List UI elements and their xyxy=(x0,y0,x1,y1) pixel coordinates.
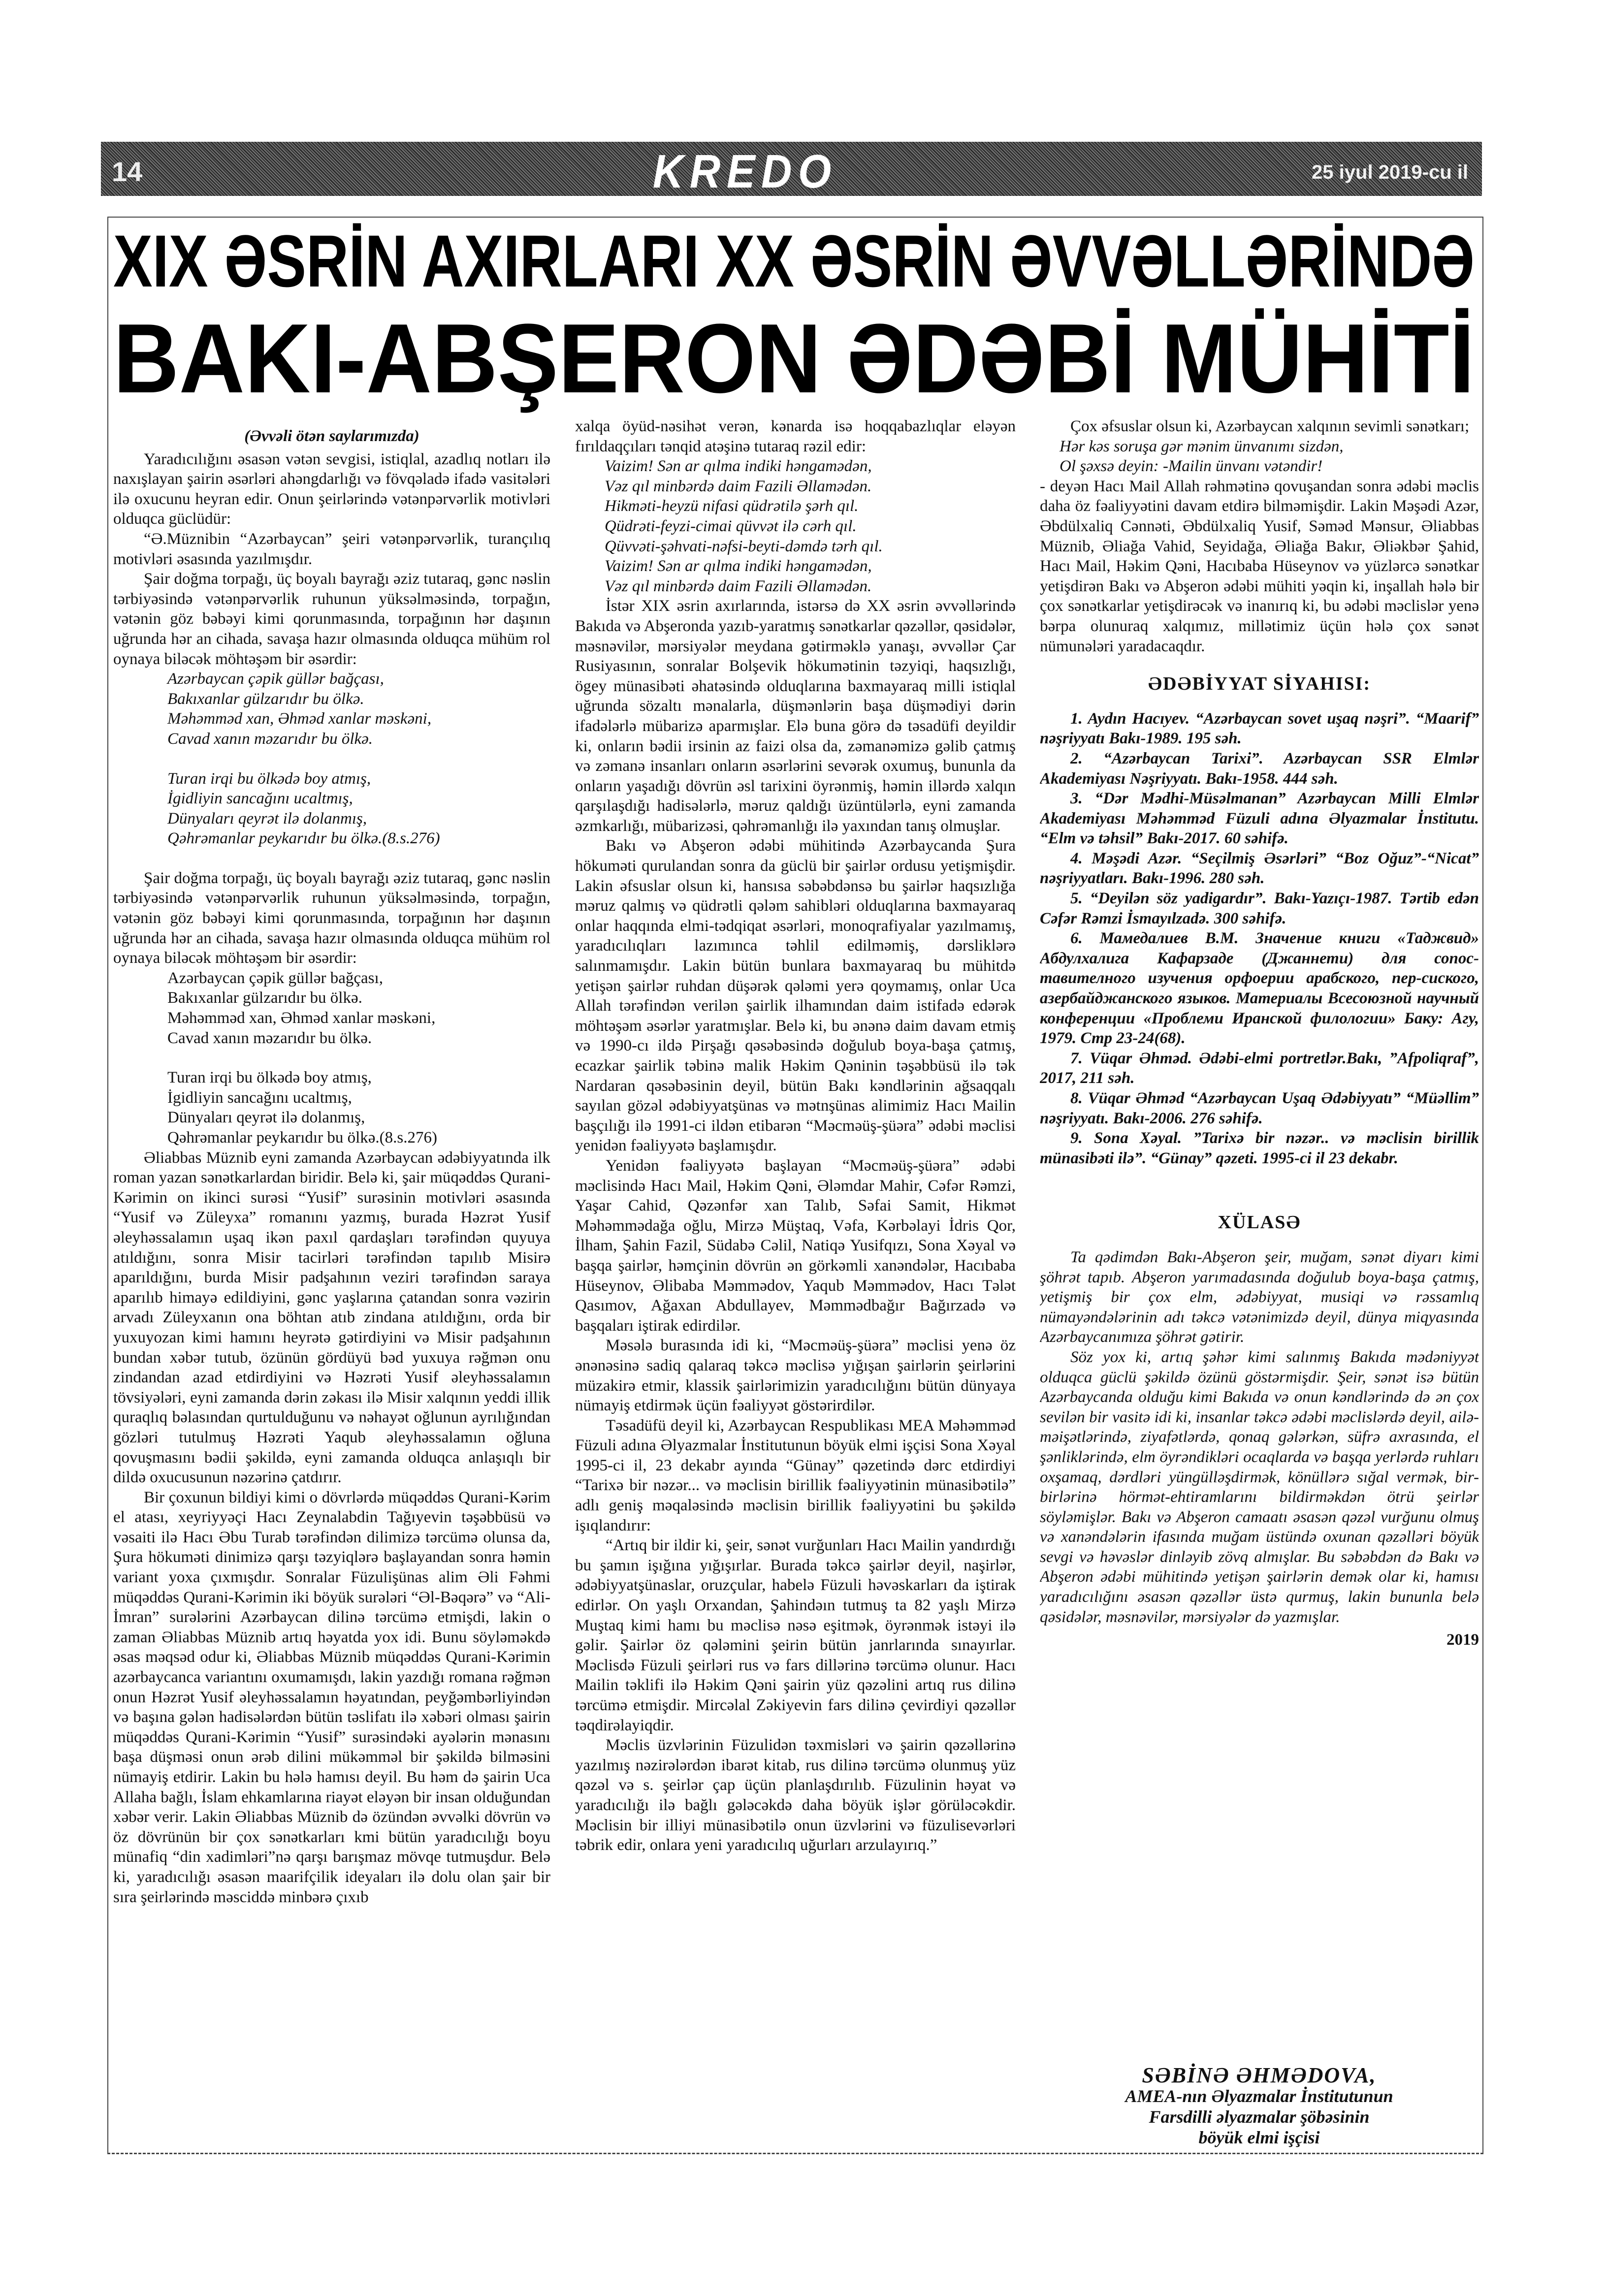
bibliography-list xyxy=(1040,709,1479,1169)
poem-line: Vəz qıl minbərdə daim Fazili Əllamədən. xyxy=(605,577,872,595)
poem-line: Dünyaları qeyrət ilə dolanmış, xyxy=(167,809,367,828)
paragraph: Əliabbas Müznib eyni zamanda Azərbaycan ədəbiyyatında ilk roman yazan sənətkarlardan biridir. Belə ki, şair müqəddəs Qurani-Kərimin on ikinci surəsi “Yusif” surəsinin motivləri əsasında “Yusif və Züleyxa” romanını yazmış, burada Həzrət Yusif əleyhəssalamın uşaq ikən paxıl qardaşları tərəfindən quyuya atıldığını, sonra Misir tacirləri tərəfindən tapılıb Misirə aparıldığını, burda Misir padşahının veziri tərəfindən saraya aparılıb himayə edildiyini, gənc yaşlarına çatandan sonra vəzirin arvadı Züleyxanın ona böhtan atıb zindana atıldığını, orda bir yuxuyozan kimi hamını heyrətə gətirdiyini və Misir padşahının bundan xəbər tutub, özünün gördüyü bəd yuxuya rəğmən onu zindandan azad etdirdiyini və Həzrəti Yusif əleyhəssalamın tövsiyələri, eyni zamanda dərin zəkası ilə Misir xalqının yeddi illik quraqlıq bəlasından qurtulduğunu və nəhayət oğlunun ayrılığından gözləri tutulmuş Həzrəti Yaqub əleyhəssalamın oğluna qovuşmasını bədii şəkildə, eyni zamanda olduqca anlaşıqlı bir dildə oxucusunun nəzərinə çatdırır. xyxy=(113,1148,550,1487)
poem-line: Vəz qıl minbərdə daim Fazili Əllamədən. xyxy=(605,477,872,495)
paragraph: - deyən Hacı Mail Allah rəhmətinə qovuşandan sonra ədəbi məclis daha öz fəaliyyətini davam etdirə bilməmişdir. Lakin Məşədi Azər, Əbdülxaliq Cənnəti, Əbdülxaliq Yusif, Səməd Mənsur, Əliabbas Müznib, Əliağa Vahid, Seyidağa, Əliağa Bakır, Əliəkbər Şahid, Hacı Mail, Həkim Qəni, Hacıbaba Hüseynov və yüzlərcə sənətkar yetişdirən Bakı və Abşeron ədəbi mühiti yəqin ki, inşallah hələ bir çox sənətkarlar yetişdirəcək və inanırıq ki, bu ədəbi məclislər yenə bərpa olunuraq xalqımız, millətimiz üçün hələ çox sənət nümunələri yaradacaqdır. xyxy=(1040,477,1479,655)
summary-heading: XÜLASƏ xyxy=(1218,1212,1301,1233)
headline-line-1: XIX ƏSRİN AXIRLARI XX ƏSRİN ƏVVƏLLƏRİNDƏ xyxy=(113,220,1475,302)
bibliography-item: 9. Sona Xəyal. ”Tarixə bir nəzər.. və məclisin birillik münasibəti ilə”. “Günay” qəzeti. 1995-ci il 23 dekabr. xyxy=(1040,1129,1479,1167)
poem-stanza xyxy=(575,456,1016,596)
paragraph: Yaradıcılığını əsasən vətən sevgisi, istiqlal, azadlıq notları ilə naxışlayan şairin əsərləri ahəngdarlığı və fövqəladə ifadə vasitələri ilə oxucunu heyran edir. Onun şeirlərində vətənpərvərlik motivləri olduqca güclüdür: xyxy=(113,450,550,528)
paragraph: Məclis üzvlərinin Füzulidən təxmisləri və şairin qəzəllərinə yazılmış nəzirələrdən ibarət kitab, rus dilinə tərcümə olunmuş yüz qəzəl və s. şeirlər çap üçün planlaşdırılıb. Füzulinin həyat və yaradıcılığı ilə bağlı gələcəkdə daha böyük işlər görüləcəkdir. Məclisin bir illiyi münasibətilə onun üzvlərini və füzulisevərləri təbrik edir, onlara yeni yaradıcılıq uğurları arzulayırıq.” xyxy=(575,1736,1016,1854)
paragraph: Çox əfsuslar olsun ki, Azərbaycan xalqının sevimli sənətkarı; xyxy=(1070,417,1470,435)
paragraph: xalqa öyüd-nəsihət verən, kənarda isə hoqqabazlıqlar eləyən fırıldaqçıları tənqid atəşinə tutaraq rəzil edir: xyxy=(575,417,1016,455)
poem-line: Dünyaları qeyrət ilə dolanmış, xyxy=(167,1109,365,1127)
poem-line: Azərbaycan çəpik güllər bağçası, xyxy=(167,670,384,688)
bibliography-item: 4. Məşədi Azər. “Seçilmiş Əsərləri” “Boz Oğuz”-“Nicat” nəşriyyatları. Bakı-1996. 280 səh. xyxy=(1040,849,1479,888)
newspaper-masthead xyxy=(101,142,1482,196)
author-position: böyük elmi işçisi xyxy=(1198,2128,1320,2147)
bibliography-heading: ƏDƏBİYYAT SİYAHISI: xyxy=(1148,673,1371,695)
poem-line: Bakıxanlar gülzarıdır bu ölkə. xyxy=(167,690,364,708)
poem-line: Turan irqi bu ölkədə boy atmış, xyxy=(167,769,371,788)
poem-line: Məhəmməd xan, Əhməd xanlar məskəni, xyxy=(167,710,432,728)
poem-line: Bakıxanlar gülzarıdır bu ölkə. xyxy=(167,989,362,1007)
author-affiliation: AMEA-nın Əlyazmalar İnstitutunun xyxy=(1125,2086,1393,2106)
bibliography-item: 6. Мамедалиев В.М. Значение книги «Таджвид» Абдулхалига Кафарзаде (Джаннети) для сопос-тавителного изучения орфоерии арабского, пер-сиского, азербайджанского языков. Материалы Всесоюзной научный конференции «Проблеми Иранской филологии» Баку: Агу, 1979. Стр 23-24(68). xyxy=(1040,929,1479,1048)
poem-line: Qəhrəmanlar peykarıdır bu ölkə.(8.s.276) xyxy=(167,1129,437,1147)
poem-line: Məhəmməd xan, Əhməd xanlar məskəni, xyxy=(167,1009,436,1027)
summary-paragraph: Ta qədimdən Bakı-Abşeron şeir, muğam, sənət diyarı kimi şöhrət tapıb. Abşeron yarımadasında doğulub boya-başa çatmış, yetişmiş bir çox elm, ədəbiyyat, musiqi və rəssamlıq nümayəndələrinin adı təkcə vətənimizdə deyil, dünya miqyasında Azərbaycanımıza şöhrət gətirir. xyxy=(1040,1248,1479,1346)
paragraph: Yenidən fəaliyyətə başlayan “Məcməüş-şüəra” ədəbi məclisində Hacı Mail, Həkim Qəni, Ələmdar Mahir, Cəfər Rəmzi, Yaşar Cahid, Qəzənfər xan Talıb, Səfai Samit, Hikmət Məhəmmədağa oğlu, Mirzə Müştaq, Vəfa, Kərbəlayi İdris Qor, İlham, Şahin Fazil, Südabə Cəlil, Natiqə Yusifqızı, Sona Xəyal və başqa şairlər, həmçinin dövrün ən görkəmli xanəndələr, Hacıbaba Hüseynov, Əlibaba Məmmədov, Yaqub Məmmədov, Hacı Tələt Qasımov, Ağaxan Abdullayev, Məmmədbağır Bağırzadə və başqaları iştirak edirdilər. xyxy=(575,1156,1016,1335)
poem-line: Azərbaycan çəpik güllər bağçası, xyxy=(167,969,383,987)
paragraph: “Artıq bir ildir ki, şeir, sənət vurğunları Hacı Mailin yandırdığı bu şamın işığına yığışırlar. Burada təkcə şairlər deyil, naşirlər, ədəbiyyatşünaslar, oruzçular, habelə Füzuli həvəskarları da iştirak edirlər. On yaşlı Orxandan, Şahindəın tutmuş ta 82 yaşlı Mirzə Muştaq kimi hamı bu məclisə nəsə eşitmək, öyrənmək istəyi ilə gəlir. Şairlər öz qələmini şeirin bütün janrlarında sınayırlar. Məclisdə Füzuli şeirləri rus və fars dillərinə tərcümə olunur. Hacı Mailin təklifi ilə Həkim Qəni şairin yüz qəzəlini artıq rus dilinə tərcümə etmişdir. Mircəlal Zəkiyevin fars dilinə çevirdiyi qəzəllər təqdirəlayiqdir. xyxy=(575,1536,1016,1734)
poem-line: Qəhrəmanlar peykarıdır bu ölkə.(8.s.276) xyxy=(167,829,440,848)
poem-line: Ol şəxsə deyin: -Mailin ünvanı vətəndir! xyxy=(1060,457,1323,476)
poem-line: Cavad xanın məzarıdır bu ölkə. xyxy=(167,730,373,748)
poem-stanza xyxy=(113,669,550,849)
poem-line: Qüvvəti-şəhvati-nəfsi-beyti-dəmdə tərh qıl. xyxy=(605,537,883,555)
article-year: 2019 xyxy=(1447,1631,1479,1649)
headline-line-2: BAKI-ABŞERON ƏDƏBİ MÜHİTİ xyxy=(113,304,1475,414)
poem-line: Hikməti-heyzü nifasi qüdrətilə şərh qıl. xyxy=(605,497,859,515)
poem-stanza xyxy=(1040,437,1479,477)
bibliography-item: 3. “Dər Mədhi-Müsəlmanan” Azərbaycan Milli Elmlər Akademiyası Məhəmməd Füzuli adına Əlyazmalar İnstitutu. “Elm və təhsil” Bakı-2017. 60 səhifə. xyxy=(1040,790,1479,848)
column-middle xyxy=(575,416,1016,2137)
poem-line: Cavad xanın məzarıdır bu ölkə. xyxy=(167,1029,372,1047)
summary-paragraph: Söz yox ki, artıq şəhər kimi salınmış Bakıda mədəniyyət olduqca güclü şəkildə özünü göstərmişdir. Şeir, sənət isə bütün Azərbaycanda olduğu kimi Bakıda və onun kəndlərində də ən çox sevilən bir vasitə idi ki, insanlar təkcə ədəbi məclislərdə deyil, ailə-məişətlərində, ziyafətlərdə, qonaq gələrkən, süfrə axrasında, el şənliklərində, elm öyrəndikləri ocaqlarda və başqa yerlərdə ruhları oxşamaq, dərdləri yüngülləşdirmək, könüllərə sığal vermək, bir-birlərinə hörmət-ehtiramlarını bildirməkdən ötrü şeirlər söyləmişlər. Bakı və Abşeron camaatı əsasən qəzəl vurğunu olmuş və xanəndələrin ifasında muğam üstündə oxunan qəzəlləri böyük sevgi və həvəslər dinləyib zövq almışlar. Bu səbəbdən də Bakı və Abşeron ədəbi mühitində yetişən şairlərin demək olar ki, hamısı yaradıcılığını əsasən qəzəllər üstə qurmuş, lakin bununla belə qəsidələr, məsnəvilər, mərsiyələr də yazmışlar. xyxy=(1040,1348,1479,1626)
paragraph: Təsadüfü deyil ki, Azərbaycan Respublikası MEA Məhəmməd Füzuli adına Əlyazmalar İnstitutunun böyük elmi işçisi Sona Xəyal 1995-ci il, 23 dekabr ayında “Günay” qəzetində dərc etdirdiyi “Tarixə bir nəzər... və məclisin birillik fəaliyyətinin münasibətilə” adlı geniş məqaləsində məclisin birillik fəaliyyətini bu şəkildə işıqlandırır: xyxy=(575,1416,1016,1534)
newspaper-logo: KREDO xyxy=(652,145,837,198)
paragraph: İstər XIX əsrin axırlarında, istərsə də XX əsrin əvvəllərində Bakıda və Abşeronda yazıb-yaratmış sənətkarlar qəzəllər, qəsidələr, məsnəvilər, mərsiyələr meydana gətirməklə yanaşı, əvvəllər Çar Rusiyasının, sonralar Bolşevik hökumətinin təzyiqi, haqsızlığı, ögey münasibəti əhatəsində olduqlarına baxmayaraq milli istiqlal uğrunda sözaltı mənalarla, düşmənlərin başa düşmədiyi dərin ifadələrlə mübarizə aparmışlar. Elə buna görə də təsadüfi deyildir ki, onların bədii irsinin az faizi olsa da, zəmanəmizə gəlib çatmış və zəmanə insanları onların əsərlərini sevərək oxumuş, bununla da onların yaşadığı dövrün əsl tarixini öyrənmiş, həmin illərdə xalqın qarşılaşdığı hadisələrlə, məruz qaldığı üzüntülərlə, eyni zamanda əzmkarlığı, mübarizəsi, qəhrəmanlığı ilə yaxından tanış olmuşlar. xyxy=(575,597,1016,835)
poem-line: Hər kəs soruşa gər mənim ünvanımı sizdən, xyxy=(1060,437,1344,455)
bibliography-item: 1. Aydın Hacıyev. “Azərbaycan sovet uşaq nəşri”. “Maarif” nəşriyyatı Bakı-1989. 195 səh. xyxy=(1040,709,1479,748)
paragraph: “Ə.Müznibin “Azərbaycan” şeiri vətənpərvərlik, turançılıq motivləri əsasında yazılmışdır. xyxy=(113,530,550,568)
poem-line: Turan irqi bu ölkədə boy atmış, xyxy=(167,1069,372,1087)
column-left xyxy=(113,426,550,2139)
paragraph: Bir çoxunun bildiyi kimi o dövrlərdə müqəddəs Qurani-Kərim el atası, xeyriyyəçi Hacı Zeynalabdin Tağıyevin təşəbbüsü və vəsaiti ilə Hacı Əbu Turab tərəfindən dilimizə tərcümə olunsa da, Şura hökuməti dinimizə qarşı təzyiqlərə başlayandan sonra həmin variant yoxa çıxmışdır. Sonralar Füzulişünas alim Əli Fəhmi müqəddəs Qurani-Kərimin iki böyük surələri “Əl-Bəqərə” və “Ali-İmran” surələrini Azərbaycan dilinə tərcümə etmişdi, lakin o zaman Əliabbas Müznib artıq həyatda yox idi. Bunu söyləməkdə əsas məqsəd odur ki, Əliabbas Müznib müqəddəs Qurani-Kərimin azərbaycanca variantını oxumamışdı, lakin yazdığı romana rəğmən onun Həzrət Yusif əleyhəssalamın həyatından, peyğəmbərliyindən və başına gələn hadisələrdən bütün təslifatı ilə xəbəri olması şairin müqəddəs Qurani-Kərimin “Yusif” surəsindəki ayələrin mənasını başa düşməsi onun ərəb dilini mükəmməl bir şəkildə bilməsini nümayiş etdirir. Lakin bu hələ hamısı deyil. Bu həm də şairin Uca Allaha bağlı, İslam ehkamlarına riayət eləyən bir insan olduğundan xəbər verir. Lakin Əliabbas Müznib də özündən əvvəlki dövrün və öz dövrünün bir çox sənətkarları kmi bütün yaradıcılığı boyu münafiq “din xadimləri”nə qarşı barışmaz mövqe tutmuşdur. Belə ki, yaradıcılığı əsasən maarifçilik ideyaları ilə dolu olan şair bir sıra şeirlərində məsciddə minbərə çıxıb xyxy=(113,1488,550,1906)
author-signature xyxy=(1039,2065,1479,2148)
paragraph: Məsələ burasında idi ki, “Məcməüş-şüəra” məclisi yenə öz ənənəsinə sadiq qalaraq təkcə məclisə yığışan şairlərin şeirlərini müzakirə etmir, klassik şairlərimizin yaradıcılığını bütün dünyaya nümayiş etdirmək üçün fəaliyyət göstərirdilər. xyxy=(575,1337,1016,1415)
column-right xyxy=(1040,416,1479,2009)
article-headline xyxy=(113,219,1477,414)
poem-line: Qüdrəti-feyzi-cimai qüvvət ilə cərh qıl. xyxy=(605,517,857,535)
paragraph: Şair doğma torpağı, üç boyalı bayrağı əziz tutaraq, gənc nəslin tərbiyəsində vətənpərvərlik ruhunun yüksəlməsində, torpağın, vətənin göz bəbəyi kimi qorunmasında, torpağının hər daşının uğrunda hər an cihada, savaşa hazır olmasında olduqca mühüm rol oynaya biləcək möhtəşəm bir əsərdir: xyxy=(113,869,550,967)
poem-line: Vaizim! Sən ar qılma indiki həngamədən, xyxy=(605,557,872,575)
bibliography-item: 2. “Azərbaycan Tarixi”. Azərbaycan SSR Elmlər Akademiyası Nəşriyyatı. Bakı-1958. 444 səh. xyxy=(1040,749,1479,788)
poem-line: Vaizim! Sən ar qılma indiki həngamədən, xyxy=(605,457,872,476)
poem-stanza xyxy=(113,968,550,1148)
bibliography-item: 5. “Deyilən söz yadigardır”. Bakı-Yazıçı-1987. Tərtib edən Cəfər Rəmzi İsmayılzadə. 300 səhifə. xyxy=(1040,890,1479,927)
poem-line: İgidliyin sancağını ucaltmış, xyxy=(167,790,353,808)
poem-line: İgidliyin sancağını ucaltmış, xyxy=(167,1088,352,1107)
bibliography-item: 7. Vüqar Əhməd. Ədəbi-elmi portretlər.Bakı, ”Afpoliqraf”, 2017, 211 səh. xyxy=(1040,1049,1479,1087)
issue-date: 25 iyul 2019-cu il xyxy=(1312,161,1468,183)
author-department: Farsdilli əlyazmalar şöbəsinin xyxy=(1149,2107,1370,2127)
paragraph: Şair doğma torpağı, üç boyalı bayrağı əziz tutaraq, gənc nəslin tərbiyəsində vətənpərvərlik ruhunun yüksəlməsində, torpağın, vətənin göz bəbəyi kimi qorunmasında, torpağının hər daşının uğrunda hər an cihada, savaşa hazır olmasında olduqca mühüm rol oynaya biləcək möhtəşəm bir əsərdir: xyxy=(113,570,550,668)
continuation-note: (Əvvəli ötən saylarımızda) xyxy=(244,427,419,445)
author-name: SƏBİNƏ ƏHMƏDOVA, xyxy=(1142,2063,1377,2087)
bibliography-item: 8. Vüqar Əhməd “Azərbaycan Uşaq Ədəbiyyatı” “Müəllim” nəşriyyatı. Bakı-2006. 276 səhifə. xyxy=(1040,1089,1479,1127)
page-number: 14 xyxy=(112,156,143,187)
paragraph: Bakı və Abşeron ədəbi mühitində Azərbaycanda Şura hökuməti qurulandan sonra da güclü bir şairlər ordusu yetişmişdir. Lakin əfsuslar olsun ki, hansısa səbəbdənsə bu şairlər haqsızlığa məruz qalmış və qüdrətli qələm sahibləri olduqlarına baxmayaraq onlar haqqında elmi-tədqiqat əsərləri, monoqrafiyalar yazılmamış, yaradıcılıqları lazımınca təhlil edilməmiş, dərsliklərə salınmamışdır. Lakin bütün bunlara baxmayaraq bu mühitdə yetişən şairlər ruhdan düşərək qələmi yerə qoymamış, onlar Uca Allah tərəfindən verilən şairlik ilhamından daim istifadə edərək möhtəşəm əsərlər yaratmışlar. Belə ki, bu ənənə daim davam etmiş və 1990-cı ildə Pirşağı qəsəbəsində doğulub boya-başa çatmış, ecazkar şairlik təbinə malik Həkim Qəninin təşəbbüsü ilə tək Nardaran qəsəbəsinin deyil, bütün Bakı kəndlərinin ağsaqqalı sayılan gözəl ədəbiyyatşünas və mətnşünas alimimiz Hacı Mailin başçılığı ilə 1991-ci ildən etibarən “Məcməüş-şüəra” ədəbi məclisi yenidən fəaliyyətə başlamışdır. xyxy=(575,837,1016,1155)
